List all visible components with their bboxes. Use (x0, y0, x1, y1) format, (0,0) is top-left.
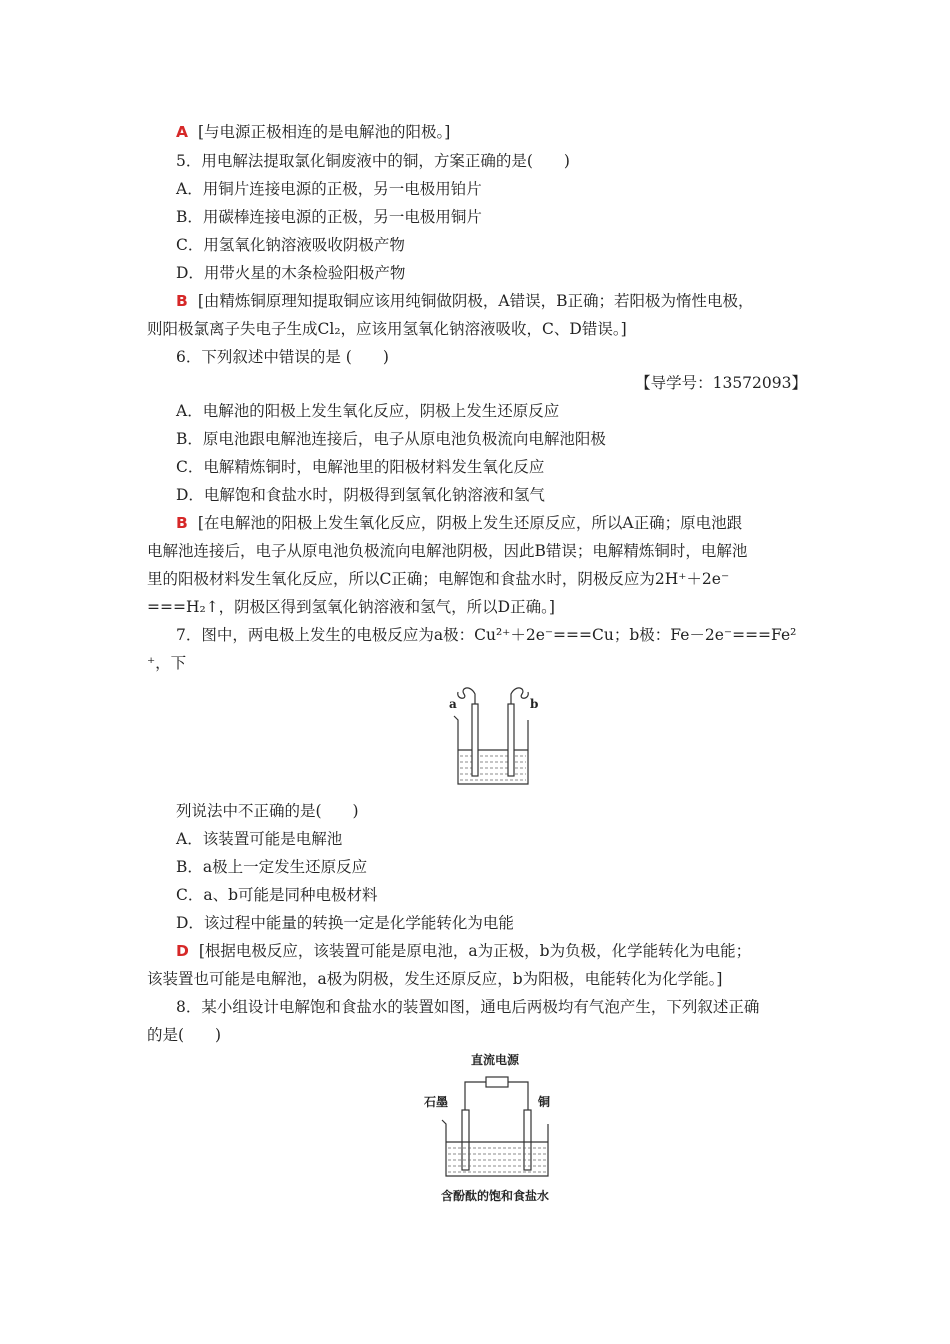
q6-option-d: D．电解饱和食盐水时，阴极得到氢氧化钠溶液和氢气 (176, 486, 545, 504)
q4-answer: A (176, 123, 188, 141)
graphite-electrode (462, 1110, 469, 1170)
q5-option-b: B．用碳棒连接电源的正极，另一电极用铜片 (176, 208, 482, 226)
wire-a-coil (458, 688, 475, 704)
q7-label-b: b (530, 697, 539, 711)
q6-answer: B (176, 514, 188, 532)
q5-option-d: D．用带火星的木条检验阳极产物 (176, 264, 406, 282)
q8-stem-1: 8．某小组设计电解饱和食盐水的装置如图，通电后两极均有气泡产生，下列叙述正确 (176, 998, 760, 1016)
q7-option-d: D．该过程中能量的转换一定是化学能转化为电能 (176, 914, 514, 932)
q8-label-power: 直流电源 (470, 1053, 520, 1067)
q7-option-c: C．a、b可能是同种电极材料 (176, 886, 378, 904)
q5-option-c: C．用氢氧化钠溶液吸收阴极产物 (176, 236, 405, 254)
q6-explanation-2: 电解池连接后，电子从原电池负极流向电解池阴极，因此B错误；电解精炼铜时，电解池 (147, 542, 748, 560)
q7-label-a: a (449, 697, 457, 711)
liquid-dashes (460, 756, 526, 780)
q5-stem: 5．用电解法提取氯化铜废液中的铜，方案正确的是( ) (176, 152, 570, 170)
q6-option-b: B．原电池跟电解池连接后，电子从原电池负极流向电解池阳极 (176, 430, 606, 448)
q8-label-copper: 铜 (538, 1095, 551, 1109)
q7-answer-line (176, 941, 836, 961)
q6-explanation-1: [在电解池的阳极上发生氧化反应，阴极上发生还原反应，所以A正确；原电池跟 (197, 514, 743, 532)
q7-answer: D (176, 942, 189, 960)
wire-left (465, 1082, 486, 1110)
q8-label-graphite: 石墨 (424, 1095, 449, 1109)
q7-stem-1: 7．图中，两电极上发生的电极反应为a极：Cu²⁺＋2e⁻===Cu；b极：Fe－2e⁻===Fe² (176, 626, 797, 644)
q6-guide-number: 【导学号：13572093】 (635, 374, 807, 392)
q8-label-solution: 含酚酞的饱和食盐水 (440, 1189, 550, 1203)
electrode-b (508, 704, 514, 776)
electrode-a (472, 704, 478, 776)
q4-explanation: [与电源正极相连的是电解池的阳极。] (198, 123, 451, 141)
q7-stem-3: 列说法中不正确的是( ) (176, 802, 359, 820)
q7-explanation-1: [根据电极反应，该装置可能是原电池，a为正极，b为负极，化学能转化为电能； (198, 942, 752, 960)
q5-answer: B (176, 292, 188, 310)
q8-stem-2: 的是( ) (147, 1026, 222, 1044)
q7-stem-2: ⁺，下 (147, 654, 187, 672)
q6-stem: 6．下列叙述中错误的是 ( ) (176, 348, 389, 366)
q7-electrode-beaker-figure (440, 680, 540, 790)
wire-right (508, 1082, 528, 1110)
q7-option-b: B．a极上一定发生还原反应 (176, 858, 368, 876)
q5-option-a: A．用铜片连接电源的正极，另一电极用铂片 (176, 180, 482, 198)
q6-explanation-3: 里的阳极材料发生氧化反应，所以C正确；电解饱和食盐水时，阴极反应为2H⁺＋2e⁻ (147, 570, 730, 588)
q6-option-c: C．电解精炼铜时，电解池里的阳极材料发生氧化反应 (176, 458, 545, 476)
q6-explanation-4: ===H₂↑，阴极区得到氢氧化钠溶液和氢气，所以D正确。] (147, 598, 555, 616)
q6-option-a: A．电解池的阳极上发生氧化反应，阴极上发生还原反应 (176, 402, 560, 420)
q4-answer-line (176, 122, 836, 142)
q7-explanation-2: 该装置也可能是电解池，a极为阴极，发生还原反应，b为阳极，电能转化为化学能。] (147, 970, 723, 988)
copper-electrode (524, 1110, 531, 1170)
q5-answer-line (176, 291, 836, 311)
q6-answer-line (176, 513, 836, 533)
q5-explanation-1: [由精炼铜原理知提取铜应该用纯铜做阴极，A错误，B正确；若阳极为惰性电极， (197, 292, 754, 310)
power-source-symbol (486, 1077, 508, 1087)
q7-option-a: A．该装置可能是电解池 (176, 830, 343, 848)
q8-electrolysis-figure (420, 1050, 570, 1210)
q5-explanation-2: 则阳极氯离子失电子生成Cl₂，应该用氢氧化钠溶液吸收，C、D错误。] (147, 320, 627, 338)
wire-b-coil (511, 688, 528, 704)
